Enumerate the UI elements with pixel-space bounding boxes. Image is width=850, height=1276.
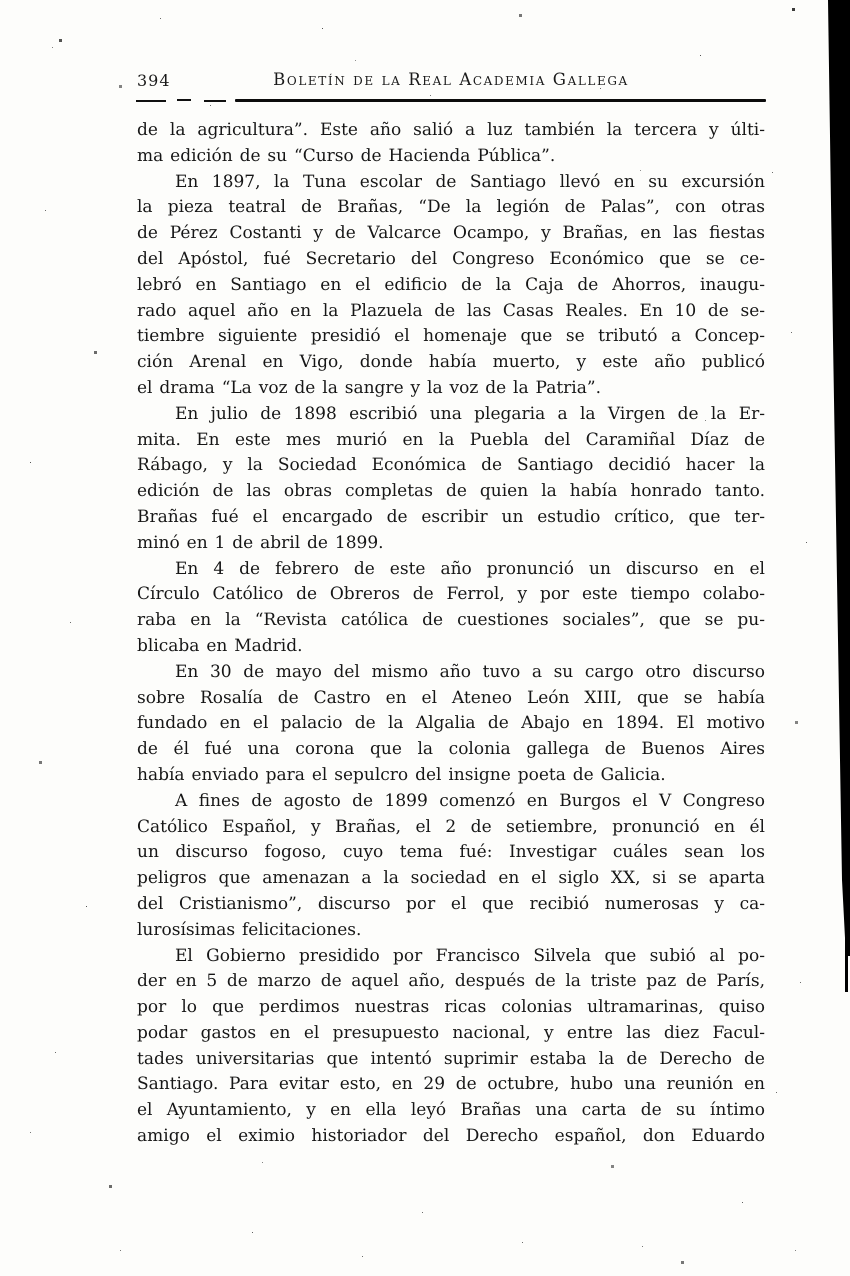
text-line: lurosísimas felicitaciones. [137,919,362,940]
text-line: había enviado para el sepulcro del insigne poeta de Galicia. [137,764,666,785]
text-line: En 1897, la Tuna escolar de Santiago llevó en su excursión [175,171,765,192]
text-line: ma edición de su “Curso de Hacienda Pública”. [137,145,556,166]
text-line: raba en la “Revista católica de cuestiones sociales”, que se pu- [137,610,765,631]
rule-line [235,99,766,101]
header-rule [136,99,766,102]
text-line: minó en 1 de abril de 1899. [137,532,384,553]
rule-dash [204,100,226,102]
text-line: un discurso fogoso, cuyo tema fué: Investigar cuáles sean los [137,842,765,863]
page-header [137,68,765,92]
paragraph [137,789,765,944]
text-line: edición de las obras completas de quien la había honrado tanto. [137,481,765,502]
text-line: la pieza teatral de Brañas, “De la legión de Palas”, con otras [137,197,765,218]
text-line: amigo el eximio historiador del Derecho español, don Eduardo [137,1126,765,1147]
text-line: ción Arenal en Vigo, donde había muerto, y este año publicó [137,352,765,373]
paragraph [137,944,765,1150]
paragraph [137,557,765,660]
paragraph [137,170,765,402]
text-line: del Cristianismo”, discurso por el que recibió numerosas y ca- [137,893,765,914]
text-line: Círculo Católico de Obreros de Ferrol, y por este tiempo colabo- [137,584,765,605]
text-line: Santiago. Para evitar esto, en 29 de octubre, hubo una reunión en [137,1074,765,1095]
text-line: En julio de 1898 escribió una plegaria a la Virgen de la Er- [175,403,765,424]
text-line: A fines de agosto de 1899 comenzó en Burgos el V Congreso [175,790,765,811]
text-line: de la agricultura”. Este año salió a luz también la tercera y últi- [137,120,765,140]
text-line: por lo que perdimos nuestras ricas colonias ultramarinas, quiso [137,997,765,1018]
header-title: Boletín de la Real Academia Gallega [273,70,629,89]
rule-dash [177,99,191,101]
text-line: el Ayuntamiento, y en ella leyó Brañas una carta de su íntimo [137,1100,765,1121]
paragraph [137,660,765,789]
text-line: de Pérez Costanti y de Valcarce Ocampo, y Brañas, en las fiestas [137,223,765,244]
text-line: fundado en el palacio de la Algalia de Abajo en 1894. El motivo [137,713,765,734]
text-line: sobre Rosalía de Castro en el Ateneo León XIII, que se había [137,687,765,708]
text-line: podar gastos en el presupuesto nacional, y entre las diez Facul- [137,1022,765,1043]
text-line: Católico Español, y Brañas, el 2 de setiembre, pronunció en él [137,816,765,837]
text-line: tiembre siguiente presidió el homenaje que se tributó a Concep- [137,326,765,347]
text-line: peligros que amenazan a la sociedad en el siglo XX, si se aparta [137,868,765,889]
text-line: lebró en Santiago en el edificio de la Caja de Ahorros, inaugu- [137,274,765,295]
text-line: blicaba en Madrid. [137,635,303,656]
paragraph [137,402,765,557]
text-line: el drama “La voz de la sangre y la voz de la Patria”. [137,377,601,398]
text-line: El Gobierno presidido por Francisco Silvela que subió al po- [175,945,765,966]
rule-dash [136,100,166,102]
body-text [137,118,765,1150]
text-line: der en 5 de marzo de aquel año, después de la triste paz de París, [137,971,765,992]
text-line: del Apóstol, fué Secretario del Congreso Económico que se ce- [137,248,765,269]
text-line: En 30 de mayo del mismo año tuvo a su cargo otro discurso [175,661,765,682]
text-line: Rábago, y la Sociedad Económica de Santiago decidió hacer la [137,455,765,476]
text-line: mita. En este mes murió en la Puebla del Caramiñal Díaz de [137,429,765,450]
scan-noise-specks [0,0,1,1]
text-line: En 4 de febrero de este año pronunció un discurso en el [175,558,765,579]
text-line: rado aquel año en la Plazuela de las Casas Reales. En 10 de se- [137,300,765,321]
text-line: Brañas fué el encargado de escribir un estudio crítico, que ter- [137,506,765,527]
text-line: tades universitarias que intentó suprimir estaba la de Derecho de [137,1048,765,1069]
paragraph [137,118,765,170]
text-line: de él fué una corona que la colonia gallega de Buenos Aires [137,739,765,760]
page-number: 394 [137,71,171,90]
